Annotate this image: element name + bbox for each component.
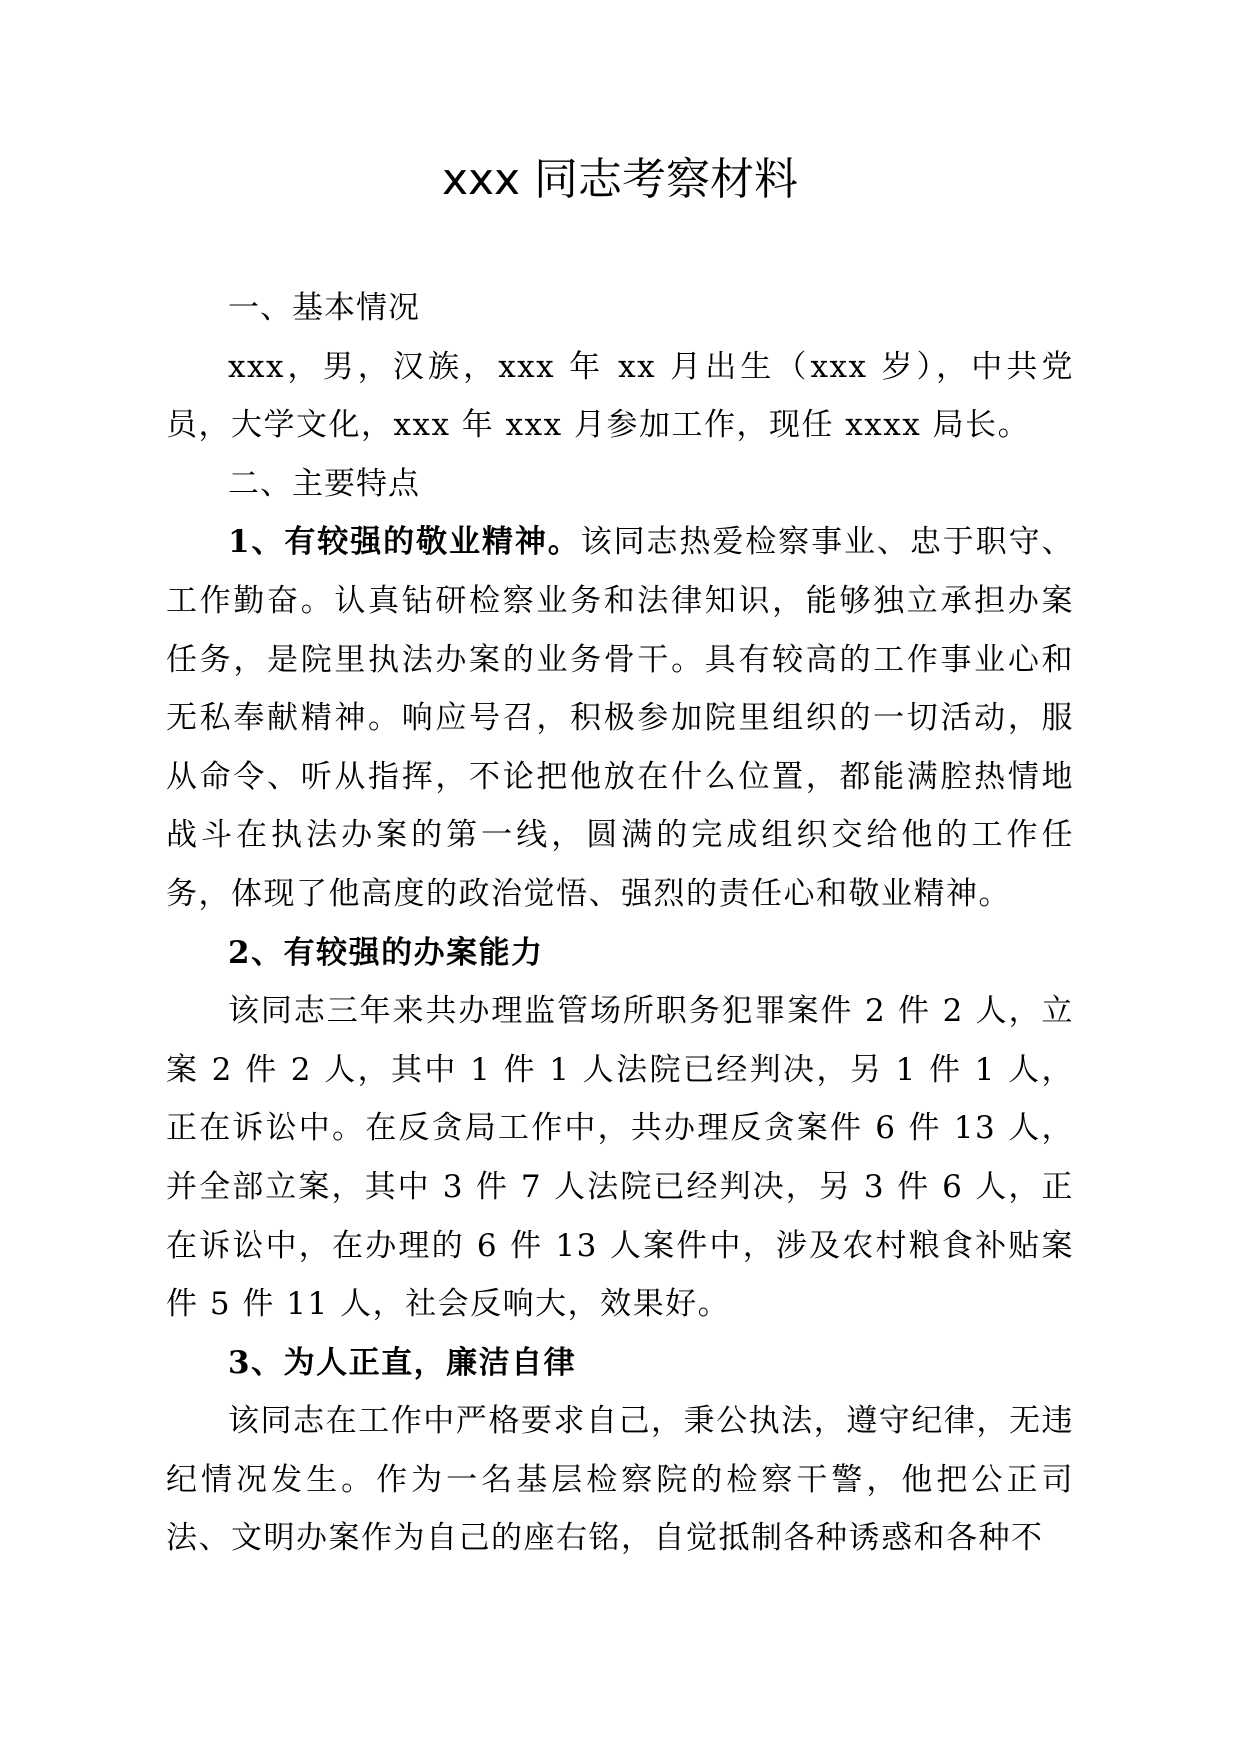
basic-info-paragraph: xxx，男，汉族，xxx 年 xx 月出生（xxx 岁），中共党员，大学文化，xxx 年 xxx 月参加工作，现任 xxxx 局长。 xyxy=(166,348,1074,444)
point-2-body: 该同志三年来共办理监管场所职务犯罪案件 2 件 2 人，立案 2 件 2 人，其中 1 件 1 人法院已经判决，另 1 件 1 人，正在诉讼中。在反贪局工作中，共办理反贪案件 6 件 13 人，并全部立案，其中 3 件 7 人法院已经判决，另 3 件 6 人，正在诉讼中，在办理的 6 件 13 人案件中，涉及农村粮食补贴案件 5 件 11 人，社会反响大，效果好。 xyxy=(166,993,1074,1323)
point-1-title: 1、有较强的敬业精神。 xyxy=(228,524,581,561)
point-3-title: 3、为人正直，廉洁自律 xyxy=(228,1344,577,1381)
section-heading-main-traits: 二、主要特点 xyxy=(228,465,420,502)
document-body xyxy=(166,279,1074,1568)
point-1-paragraph xyxy=(166,513,1074,923)
point-3-body: 该同志在工作中严格要求自己，秉公执法，遵守纪律，无违纪情况发生。作为一名基层检察院的检察干警，他把公正司法、文明办案作为自己的座右铭，自觉抵制各种诱惑和各种不 xyxy=(166,1403,1074,1557)
point-2-title: 2、有较强的办案能力 xyxy=(228,934,544,971)
point-1-body: 该同志热爱检察事业、忠于职守、工作勤奋。认真钻研检察业务和法律知识，能够独立承担办案任务，是院里执法办案的业务骨干。具有较高的工作事业心和无私奉献精神。响应号召，积极参加院里组织的一切活动，服从命令、听从指挥，不论把他放在什么位置，都能满腔热情地战斗在执法办案的第一线，圆满的完成组织交给他的工作任务，体现了他高度的政治觉悟、强烈的责任心和敬业精神。 xyxy=(166,524,1074,912)
section-heading-basic-info: 一、基本情况 xyxy=(228,290,420,326)
document-title: xxx 同志考察材料 xyxy=(441,154,799,205)
